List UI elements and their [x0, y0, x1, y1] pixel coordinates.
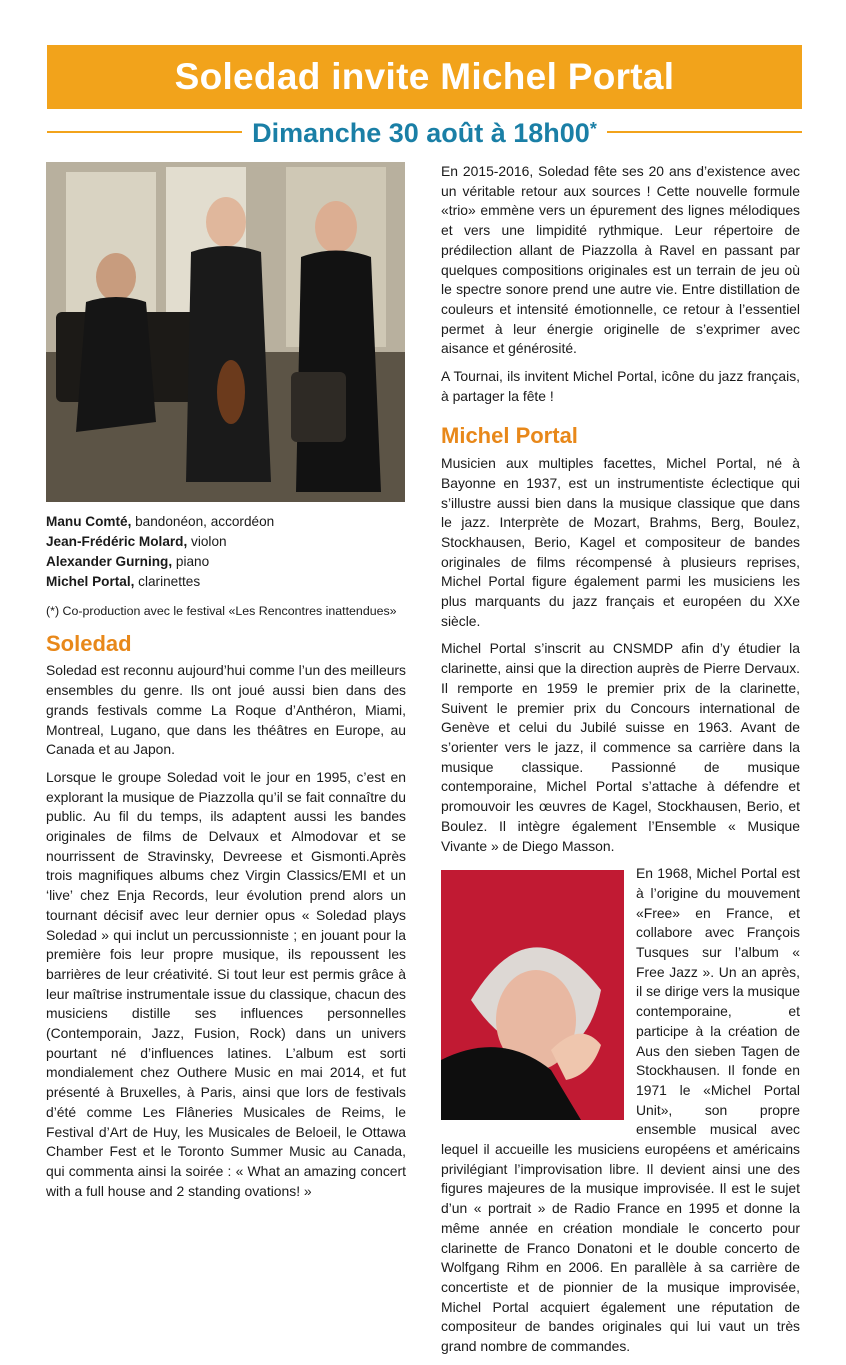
event-date-text: Dimanche 30 août à 18h00	[252, 117, 590, 148]
performer-name: Manu Comté,	[46, 514, 132, 529]
performers-list	[46, 512, 406, 592]
portal-heading: Michel Portal	[441, 423, 578, 449]
portal-paragraph: En 1968, Michel Portal est à l’origine du mouvement «Free» en France, et collabore avec François Tusques sur l’album « Free Jazz ». Un an après, il se dirige vers la musique contemporaine, et participe à la création de Aus den sieben Tagen de Stockhausen. Il fonde en 1971 le «Michel Portal Unit», son propre ensemble musical avec lequel il accueille les musiciens européens et américains privilégiant l’improvisation libre. Il devient ainsi une des figures majeures de la musique improvisée. Il est le sujet d’un « portrait » de Radio France en 1995 et donne la même année en création mondiale le concerto pour clarinette de Franco Donatoni et le double concerto de Wolfgang Rihm en 2006. En parallèle à sa carrière de concertiste et de pionnier de la musique improvisée, Michel Portal acquiert également une réputation de compositeur de bandes originales qui lui vaut un très grand nombre de commandes.	[441, 865, 800, 1355]
performer-name: Michel Portal,	[46, 574, 135, 589]
asterisk-mark: *	[589, 118, 597, 139]
performer-line	[46, 572, 406, 592]
performer-name: Jean-Frédéric Molard,	[46, 534, 188, 549]
portal-photo-illustration	[441, 870, 624, 1120]
event-date	[242, 116, 607, 149]
soledad-paragraph: A Tournai, ils invitent Michel Portal, icône du jazz français, à partager la fête !	[441, 368, 800, 404]
soledad-paragraph: Soledad est reconnu aujourd’hui comme l’un des meilleurs ensembles du genre. Ils ont joué aussi bien dans des grands festivals comme La Roque d’Anthéron, Miami, Montreal, Lugano, que dans les théâtres en Europe, au Canada et au Japon.	[46, 662, 406, 758]
performer-line	[46, 532, 406, 552]
left-column	[46, 162, 406, 1209]
performer-role: bandonéon, accordéon	[131, 514, 275, 529]
right-column	[441, 162, 800, 1365]
performer-role: piano	[172, 554, 210, 569]
soledad-paragraph: Lorsque le groupe Soledad voit le jour en 1995, c’est en explorant la musique de Piazzolla qu’il se fait connaître du public. Au fil du temps, ils adaptent aussi les bandes originales de films de Delvaux et Almodovar et se nourrissent de Stravinsky, Devreese et Gismonti.Après trois magnifiques albums chez Virgin Classics/EMI et un ‘live’ chez Enja Records, leur évolution prend alors un tournant décisif avec leur dernier opus « Soledad plays Soledad » qui inclut un percussionniste ; en jouant pour la première fois leur propre musique, ils repoussent les barrières de leur créativité. Si tout leur est permis grâce à leur maîtrise instrumentale issue du classique, chacun des musiciens distille ses influences personnelles (Contemporain, Jazz, Fusion, Rock) dans un univers pourtant né d’influences latines. L’album est sorti mondialement chez Outhere Music en mai 2014, et fut présenté à Bruxelles, à Paris, ainsi que lors de festivals d’été comme Les Flâneries Musicales de Reims, le Festival d’Art de Huy, les Musicales de Beloeil, le Ottawa Chamber Fest et le Toronto Summer Music au Canada, qui commenta ainsi la soirée : « What an amazing concert with a full house and 2 standing ovations! »	[46, 768, 406, 1199]
performer-role: clarinettes	[134, 574, 201, 589]
portal-paragraph: Musicien aux multiples facettes, Michel Portal, né à Bayonne en 1937, est un instrumentiste éclectique qui s’illustre aussi bien dans la musique classique que dans le jazz. Interprète de Mozart, Brahms, Berg, Boulez, Stockhausen, Berio, Kagel et compositeur de bandes originales de films récompensé à plusieurs reprises, Michel Portal figure également parmi les musiciens les plus marquants du jazz français et européen du XXe siècle.	[441, 455, 800, 629]
portal-wrap	[441, 864, 800, 1365]
soledad-heading: Soledad	[46, 630, 132, 656]
date-line	[47, 113, 802, 151]
soledad-paragraph: En 2015-2016, Soledad fête ses 20 ans d’existence avec un véritable retour aux sources ! Cette nouvelle formule «trio» emmène vers un épurement des lignes mélodiques et vers une limpidité rythmique. Leur répertoire de prédilection allant de Piazzolla à Ravel en passant par quelques compositions originales est un terrain de jeu où le spectre sonore prend une autre vie. Entre distillation de couleurs et intensité émotionnelle, ce retour à l’essentiel permet à leur énergie originelle de s’exprimer avec aisance et générosité.	[441, 163, 800, 357]
portal-paragraph: Michel Portal s’inscrit au CNSMDP afin d’y étudier la clarinette, ainsi que la direction auprès de Pierre Dervaux. Il remporte en 1959 le premier prix de la clarinette, Suivent le premier prix du Concours international de Genève et celui du Jubilé suisse en 1963. Avant de s’orienter vers le jazz, il commence sa carrière dans la musique classique. Passionné de musique contemporaine, Michel Portal s’attache à défendre et promouvoir les œuvres de Kagel, Stockhausen, Berio, et Boulez. Il intègre également l’Ensemble « Musique Vivante » de Diego Masson.	[441, 640, 800, 854]
performer-line	[46, 512, 406, 532]
portal-photo	[441, 870, 624, 1120]
performer-line	[46, 552, 406, 572]
trio-photo-illustration	[46, 162, 405, 502]
performer-role: violon	[187, 534, 227, 549]
title-banner	[47, 45, 802, 109]
coproduction-note: (*) Co-production avec le festival «Les Rencontres inattendues»	[46, 604, 397, 618]
page-title: Soledad invite Michel Portal	[174, 56, 675, 97]
performer-name: Alexander Gurning,	[46, 554, 173, 569]
divider-left	[47, 131, 242, 133]
divider-right	[607, 131, 802, 133]
trio-photo	[46, 162, 405, 502]
